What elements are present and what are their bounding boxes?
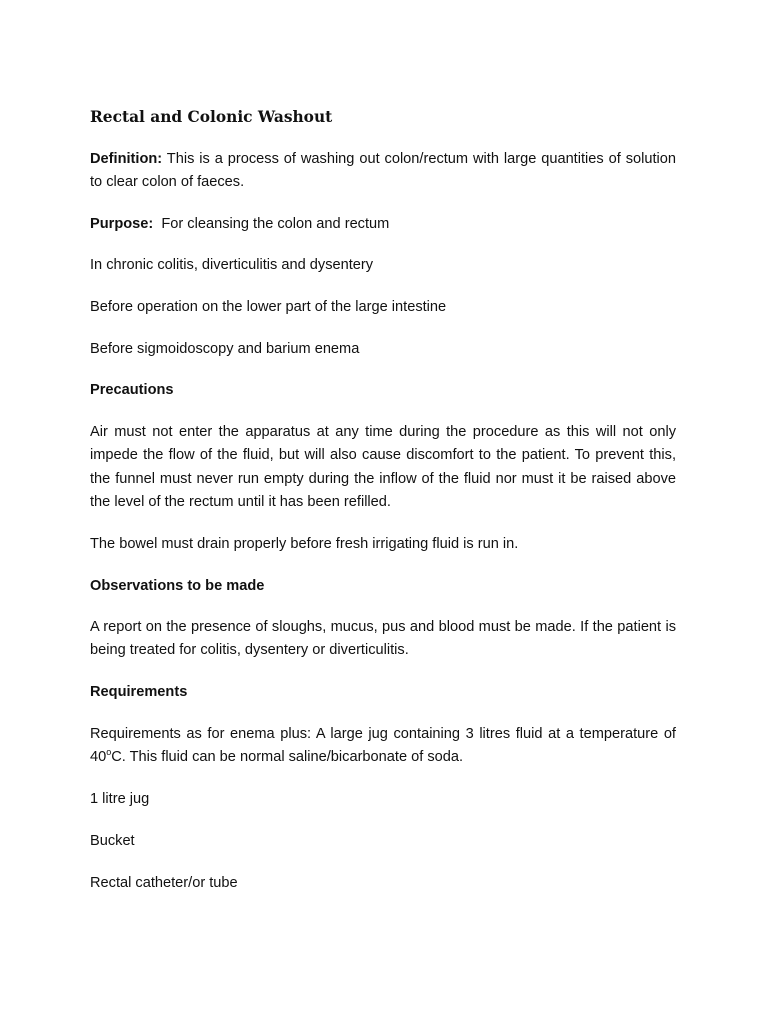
requirements-text-end: C. This fluid can be normal saline/bicarbonate of soda. (111, 749, 464, 766)
requirement-item: Rectal catheter/or tube (90, 875, 238, 891)
purpose-item: Before sigmoidoscopy and barium enema (90, 341, 360, 357)
precautions-paragraph: The bowel must drain properly before fresh irrigating fluid is run in. (90, 536, 519, 552)
precautions-paragraph: Air must not enter the apparatus at any time during the procedure as this will not only impede the flow of the fluid, but will also cause discomfort to the patient. To prevent this, the funnel must never run empty during the inflow of the fluid nor must it be raised above the level of the rectum until it has been refilled. (90, 424, 676, 511)
purpose-label: Purpose: (90, 216, 154, 232)
observations-paragraph: A report on the presence of sloughs, mucus, pus and blood must be made. If the patient is being treated for colitis, dysentery or diverticulitis. (90, 619, 676, 659)
requirements-heading: Requirements (90, 684, 188, 700)
purpose-item: In chronic colitis, diverticulitis and dysentery (90, 257, 374, 273)
requirement-item: Bucket (90, 833, 135, 849)
purpose-text: For cleansing the colon and rectum (153, 216, 390, 232)
precautions-heading: Precautions (90, 382, 174, 398)
requirement-item: 1 litre jug (90, 791, 150, 807)
definition-paragraph (90, 148, 676, 195)
degree-superscript: o (106, 747, 112, 758)
observations-heading: Observations to be made (90, 578, 265, 594)
purpose-item: Before operation on the lower part of the large intestine (90, 299, 447, 315)
requirements-paragraph (90, 723, 676, 770)
definition-label: Definition: (90, 151, 163, 167)
purpose-paragraph (90, 213, 676, 236)
definition-text: This is a process of washing out colon/rectum with large quantities of solution to clear colon of faeces. (90, 151, 676, 191)
document-title: Rectal and Colonic Washout (90, 108, 333, 126)
requirements-text: Requirements as for enema plus: A large jug containing 3 litres fluid at a temperature of 40 (90, 726, 676, 766)
